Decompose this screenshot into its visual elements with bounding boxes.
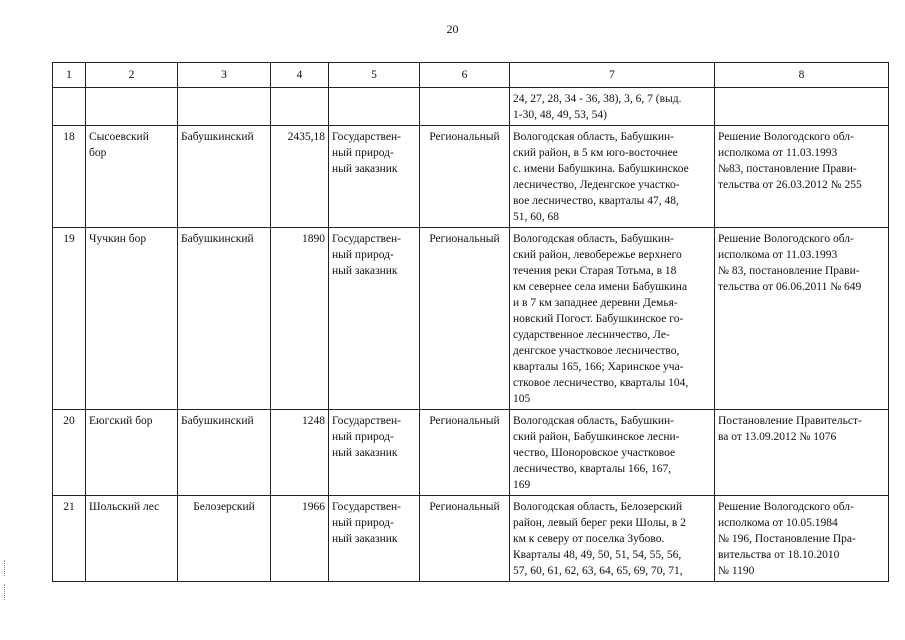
- name-text: Чучкин бор: [89, 233, 147, 245]
- category-text: Государствен- ный природ- ный заказник: [332, 415, 401, 459]
- column-header: 5: [329, 63, 420, 88]
- cell-num: 21: [53, 496, 86, 582]
- document-text: Решение Вологодского обл- исполкома от 11.03.1993 №83, постановление Прави- тельства от 26.03.2012 № 255: [718, 131, 862, 191]
- document-text: Постановление Правительст- ва от 13.09.2012 № 1076: [718, 415, 862, 443]
- column-header: 1: [53, 63, 86, 88]
- column-header: 4: [271, 63, 329, 88]
- cell-location: [510, 228, 715, 410]
- cell-category: [329, 496, 420, 582]
- column-header: 8: [715, 63, 889, 88]
- cell-area: 1248: [271, 410, 329, 496]
- cell-area: 2435,18: [271, 126, 329, 228]
- location-text: Вологодская область, Бабушкин- ский район, Бабушкинское лесни- чество, Шоноровское участковое лесничество, кварталы 166, 167, 169: [513, 415, 680, 491]
- column-header: 2: [86, 63, 178, 88]
- cell-location: [510, 88, 715, 126]
- cell-significance: Региональный: [420, 410, 510, 496]
- column-header: 3: [178, 63, 271, 88]
- cell-name: [86, 88, 178, 126]
- table-row: [53, 126, 889, 228]
- column-header: 7: [510, 63, 715, 88]
- document-text: Решение Вологодского обл- исполкома от 10.05.1984 № 196, Постановление Пра- вительства от 18.10.2010 № 1190: [718, 501, 856, 577]
- cell-category: [329, 88, 420, 126]
- cell-num: 19: [53, 228, 86, 410]
- table-row: [53, 228, 889, 410]
- cell-location: [510, 126, 715, 228]
- cell-category: [329, 126, 420, 228]
- cell-name: [86, 228, 178, 410]
- cell-location: [510, 496, 715, 582]
- category-text: Государствен- ный природ- ный заказник: [332, 131, 401, 175]
- cell-name: [86, 126, 178, 228]
- cell-significance: Региональный: [420, 496, 510, 582]
- location-text: Вологодская область, Бабушкин- ский район, левобережье верхнего течения реки Старая Тотьма, в 18 км севернее села имени Бабушкина и в 7 км западнее деревни Демья- новский Погост. Бабушкинское го- сударственное лесничество, Ле- денгское участковое лесничество, кварталы 165, 166; Харинское уча- стковое лесничество, кварталы 104, 105: [513, 233, 689, 405]
- scan-margin-mark: [4, 560, 6, 576]
- cell-district: Белозерский: [178, 496, 271, 582]
- location-text: Вологодская область, Белозерский район, левый берег реки Шолы, в 2 км к северу от поселка Зубово. Кварталы 48, 49, 50, 51, 54, 55, 56, 57, 60, 61, 62, 63, 64, 65, 69, 70, 71,: [513, 501, 686, 577]
- cell-area: 1890: [271, 228, 329, 410]
- table-row: [53, 496, 889, 582]
- cell-num: 18: [53, 126, 86, 228]
- cell-document: [715, 88, 889, 126]
- cell-district: Бабушкинский: [178, 228, 271, 410]
- page-number: 20: [446, 22, 459, 36]
- cell-num: 20: [53, 410, 86, 496]
- cell-district: Бабушкинский: [178, 126, 271, 228]
- name-text: Еюгский бор: [89, 415, 153, 427]
- scan-margin-mark: [4, 584, 6, 600]
- cell-document: [715, 228, 889, 410]
- cell-location: [510, 410, 715, 496]
- cell-district: [178, 88, 271, 126]
- cell-name: [86, 496, 178, 582]
- cell-significance: Региональный: [420, 126, 510, 228]
- cell-area: 1966: [271, 496, 329, 582]
- cell-document: [715, 410, 889, 496]
- cell-category: [329, 228, 420, 410]
- header-row: [53, 63, 889, 88]
- category-text: Государствен- ный природ- ный заказник: [332, 233, 401, 277]
- protected-areas-table: [52, 62, 889, 582]
- cell-document: [715, 496, 889, 582]
- cell-category: [329, 410, 420, 496]
- cell-area: [271, 88, 329, 126]
- location-text: 24, 27, 28, 34 - 36, 38), 3, 6, 7 (выд. 1-30, 48, 49, 53, 54): [513, 93, 682, 121]
- cell-district: Бабушкинский: [178, 410, 271, 496]
- table-row: [53, 410, 889, 496]
- name-text: Шольский лес: [89, 501, 160, 513]
- cell-significance: Региональный: [420, 228, 510, 410]
- category-text: Государствен- ный природ- ный заказник: [332, 501, 401, 545]
- column-header: 6: [420, 63, 510, 88]
- document-text: Решение Вологодского обл- исполкома от 11.03.1993 № 83, постановление Прави- тельства от 06.06.2011 № 649: [718, 233, 862, 293]
- name-text: Сысоевский бор: [89, 131, 149, 159]
- continuation-row: [53, 88, 889, 126]
- location-text: Вологодская область, Бабушкин- ский район, в 5 км юго-восточнее с. имени Бабушкина. Бабушкинское лесничество, Леденгское участко- вое лесничество, кварталы 47, 48, 51, 60, 68: [513, 131, 689, 223]
- cell-significance: [420, 88, 510, 126]
- cell-name: [86, 410, 178, 496]
- cell-document: [715, 126, 889, 228]
- cell-num: [53, 88, 86, 126]
